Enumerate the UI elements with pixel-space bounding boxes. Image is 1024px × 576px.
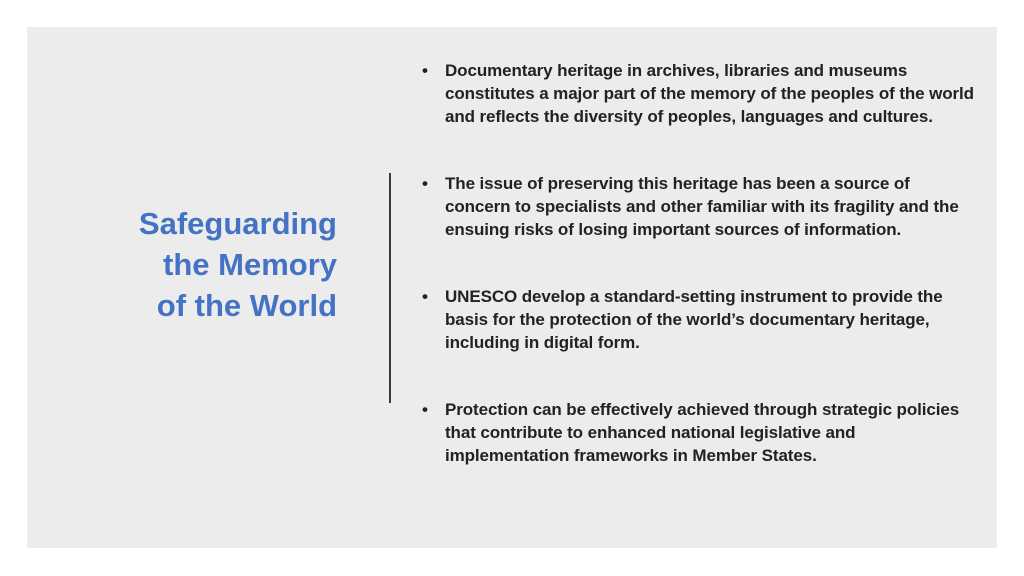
bullet-item-2 bbox=[419, 172, 979, 241]
bullet-icon: • bbox=[422, 61, 428, 80]
bullet-list bbox=[419, 59, 979, 467]
vertical-divider bbox=[389, 173, 391, 403]
bullet-icon: • bbox=[422, 400, 428, 419]
bullet-icon: • bbox=[422, 174, 428, 193]
slide bbox=[27, 27, 997, 548]
bullet-item-4 bbox=[419, 398, 979, 467]
title-line-1: Safeguarding bbox=[138, 206, 337, 241]
bullet-text: UNESCO develop a standard-setting instrument to provide the basis for the protection of the world’s documentary heritage, including in digital form. bbox=[445, 287, 943, 352]
bullet-icon: • bbox=[422, 287, 428, 306]
bullet-text: Protection can be effectively achieved through strategic policies that contribute to enhanced national legislative and implementation frameworks in Member States. bbox=[445, 400, 960, 465]
bullet-item-1 bbox=[419, 59, 979, 128]
title-line-3: of the World bbox=[156, 288, 337, 323]
bullet-text: The issue of preserving this heritage has been a source of concern to specialists and other familiar with its fragility and the ensuing risks of losing important sources of information. bbox=[445, 174, 959, 239]
title-line-2: the Memory bbox=[163, 247, 337, 282]
slide-title bbox=[87, 203, 337, 326]
bullet-text: Documentary heritage in archives, libraries and museums constitutes a major part of the memory of the peoples of the world and reflects the diversity of peoples, languages and cultures. bbox=[445, 61, 974, 126]
bullet-item-3 bbox=[419, 285, 979, 354]
